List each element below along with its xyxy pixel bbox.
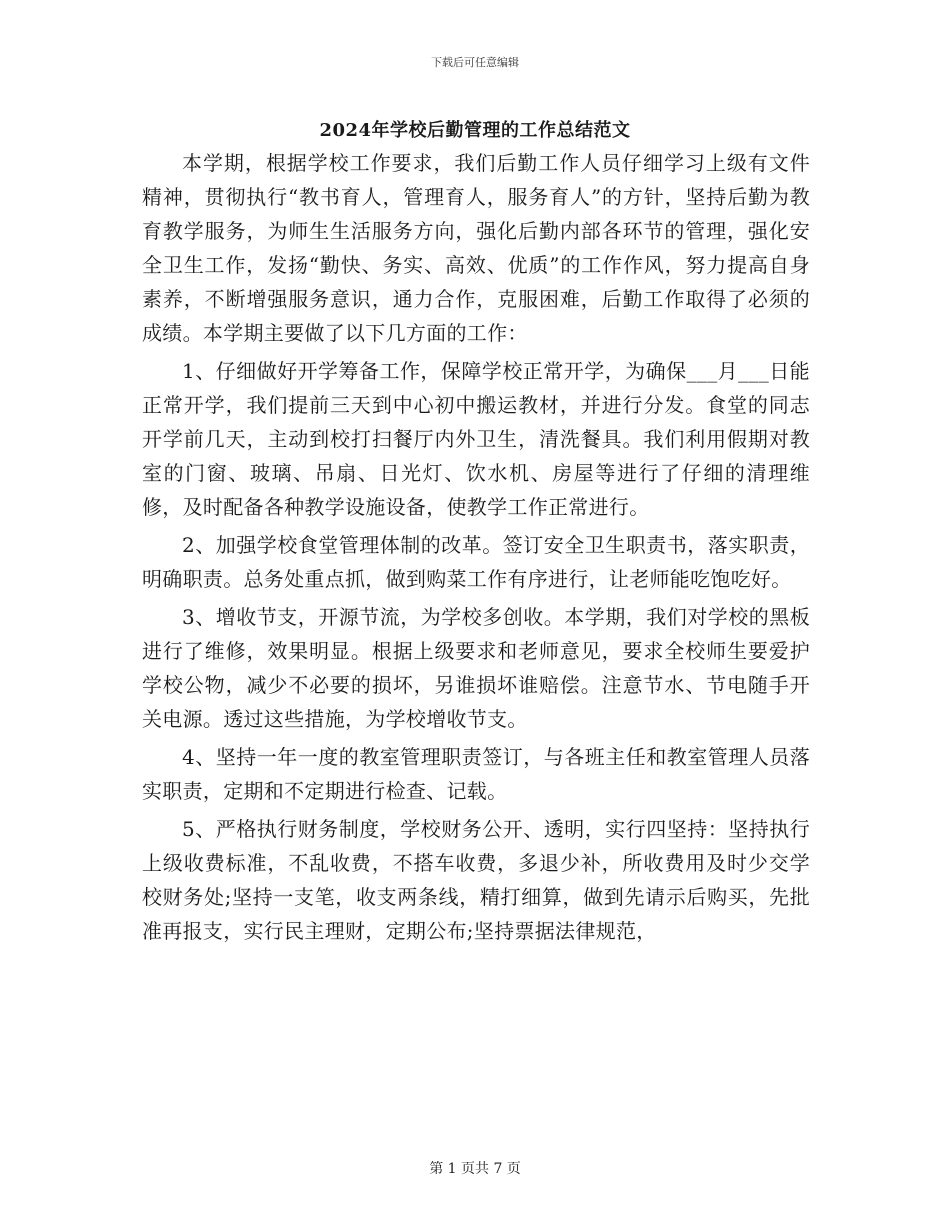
paragraph-intro: 本学期，根据学校工作要求，我们后勤工作人员仔细学习上级有文件精神，贯彻执行“教书育人，管理育人，服务育人”的方针，坚持后勤为教育教学服务，为师生生活服务方向，强化后勤内部各环节的管理，强化安全卫生工作，发扬“勤快、务实、高效、优质”的工作作风，努力提高自身素养，不断增强服务意识，通力合作，克服困难，后勤工作取得了必须的成绩。本学期主要做了以下几方面的工作： <box>142 151 810 345</box>
paragraph-item-1: 1、仔细做好开学筹备工作，保障学校正常开学，为确保___月___日能正常开学，我们提前三天到中心初中搬运教材，并进行分发。食堂的同志开学前几天，主动到校打扫餐厅内外卫生，清洗餐具。我们利用假期对教室的门窗、玻璃、吊扇、日光灯、饮水机、房屋等进行了仔细的清理维修，及时配备各种教学设施设备，使教学工作正常进行。 <box>142 359 810 519</box>
page-number-footer: 第 1 页共 7 页 <box>429 1161 521 1177</box>
paragraph-item-3: 3、增收节支，开源节流，为学校多创收。本学期，我们对学校的黑板进行了维修，效果明显。根据上级要求和老师意见，要求全校师生要爱护学校公物，减少不必要的损坏，另谁损坏谁赔偿。注意节水、节电随手开关电源。透过这些措施，为学校增收节支。 <box>142 605 810 731</box>
paragraph-item-2: 2、加强学校食堂管理体制的改革。签订安全卫生职责书，落实职责，明确职责。总务处重点抓，做到购菜工作有序进行，让老师能吃饱吃好。 <box>142 533 810 591</box>
paragraph-item-5: 5、严格执行财务制度，学校财务公开、透明，实行四坚持：坚持执行上级收费标准，不乱收费，不搭车收费，多退少补，所收费用及时少交学校财务处;坚持一支笔，收支两条线，精打细算，做到先请示后购买，先批准再报支，实行民主理财，定期公布;坚持票据法律规范， <box>142 817 810 943</box>
document-body <box>142 146 810 952</box>
document-title: 2024年学校后勤管理的工作总结范文 <box>319 120 631 141</box>
paragraph-item-4: 4、坚持一年一度的教室管理职责签订，与各班主任和教室管理人员落实职责，定期和不定期进行检查、记载。 <box>142 745 810 803</box>
header-note: 下载后可任意编辑 <box>431 56 519 69</box>
